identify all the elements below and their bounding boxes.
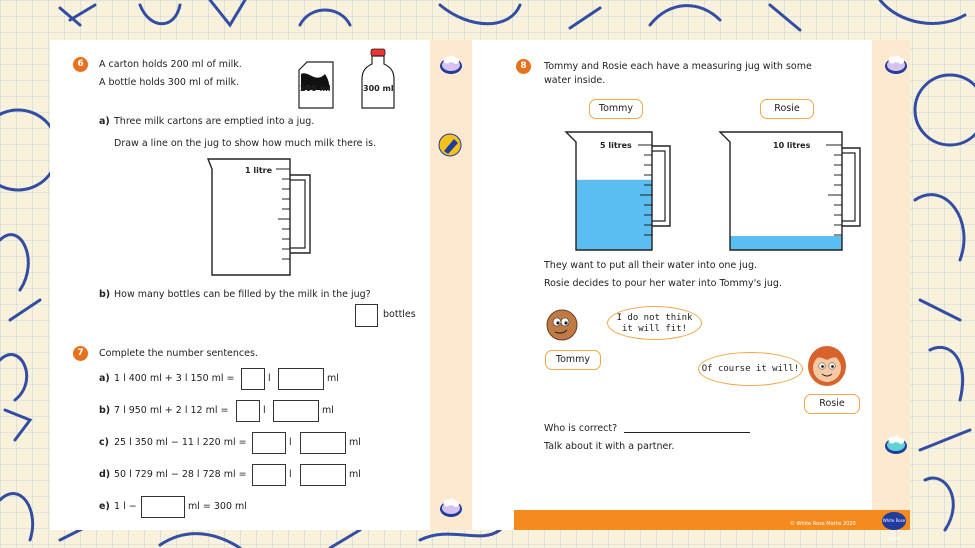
rosie-jug-label: 10 litres [773, 141, 811, 150]
q7-d-ml-box[interactable] [300, 464, 346, 486]
q8-text-2: Rosie decides to pour her water into Tommy's jug. [544, 278, 782, 289]
white-rose-maths-logo: White Rose Maths [882, 512, 906, 530]
q7-b-unit: ml [322, 405, 334, 416]
tommy-character-name-tag: Tommy [545, 350, 601, 370]
question-8-number: 8 [516, 59, 531, 74]
carton-label: 200 ml [300, 84, 331, 93]
milk-bottle-icon [359, 48, 397, 110]
q7-a-expr: 1 l 400 ml + 3 l 150 ml = [114, 373, 235, 384]
q7-e-label: e) [99, 501, 110, 512]
q7-b-expr: 7 l 950 ml + 2 l 12 ml = [114, 405, 229, 416]
question-7-number: 7 [73, 346, 88, 361]
q7-d-sep: l [289, 469, 292, 480]
question-6-number: 6 [73, 57, 88, 72]
q7-e-answer-box[interactable] [141, 496, 185, 518]
q7-d-label: d) [99, 469, 111, 480]
tommy-water-level [576, 180, 652, 250]
q7-a-label: a) [99, 373, 110, 384]
q8-line-2: water inside. [544, 75, 606, 86]
q7-a-unit: ml [327, 373, 339, 384]
discuss-bubbles-icon-teal [883, 434, 909, 456]
tommy-character-icon [545, 308, 579, 342]
bottles-unit: bottles [383, 309, 416, 320]
tommy-speech-line-1: I do not think [616, 313, 693, 323]
q7-b-label: b) [99, 405, 111, 416]
rosie-water-level [730, 236, 842, 250]
q7-a-ml-box[interactable] [278, 368, 324, 390]
right-worksheet-page [472, 40, 872, 530]
q7-d-litres-box[interactable] [252, 464, 286, 486]
q8-text-1: They want to put all their water into one jug. [544, 260, 758, 271]
footer-bar [514, 510, 910, 530]
q7-c-label: c) [99, 437, 109, 448]
rosie-character-name-tag: Rosie [804, 394, 860, 414]
q7-a-litres-box[interactable] [241, 368, 265, 390]
q7-d-expr: 50 l 729 ml − 28 l 728 ml = [114, 469, 247, 480]
tommy-speech-line-2: it will fit! [621, 324, 688, 334]
q7-c-unit: ml [349, 437, 361, 448]
q6-part-b-label: b) [99, 289, 111, 300]
q6-line-2: A bottle holds 300 ml of milk. [99, 77, 240, 88]
q7-d-unit: ml [349, 469, 361, 480]
q7-c-expr: 25 l 350 ml − 11 l 220 ml = [114, 437, 247, 448]
answer-line[interactable] [624, 432, 750, 433]
q7-e-suffix: ml = 300 ml [188, 501, 247, 512]
rosie-character-icon [806, 344, 848, 388]
q7-a-sep: l [268, 373, 271, 384]
discuss-bubbles-icon-right [883, 54, 909, 76]
q7-c-litres-box[interactable] [252, 432, 286, 454]
q6-part-a-label: a) [99, 116, 110, 127]
q7-e-prefix: 1 l − [114, 501, 137, 512]
q7-b-sep: l [263, 405, 266, 416]
q6-line-1: A carton holds 200 ml of milk. [99, 59, 242, 70]
q6-part-a-text: Three milk cartons are emptied into a jug. [114, 116, 315, 127]
rosie-speech-bubble: Of course it will! [698, 352, 803, 386]
tommy-jug-name-tag: Tommy [589, 99, 643, 119]
q6-part-b-text: How many bottles can be filled by the milk in the jug? [114, 289, 371, 300]
q8-line-1: Tommy and Rosie each have a measuring jug with some [544, 61, 812, 72]
pencil-draw-icon [438, 133, 464, 157]
footer-copyright: © White Rose Maths 2020 [790, 521, 856, 527]
jug-1-litre-label: 1 litre [245, 166, 273, 175]
q7-c-ml-box[interactable] [300, 432, 346, 454]
q6-part-a-instruction: Draw a line on the jug to show how much milk there is. [114, 138, 377, 149]
rosie-jug-name-tag: Rosie [760, 99, 814, 119]
bottles-answer-box[interactable] [355, 304, 378, 327]
q7-b-ml-box[interactable] [273, 400, 319, 422]
q7-b-litres-box[interactable] [236, 400, 260, 422]
discuss-bubbles-icon-bottom [438, 497, 464, 519]
q8-prompt: Talk about it with a partner. [544, 441, 675, 452]
q7-instruction: Complete the number sentences. [99, 348, 258, 359]
tommy-jug-label: 5 litres [600, 141, 632, 150]
bottle-label: 300 ml [363, 84, 394, 93]
tommy-speech-bubble [607, 306, 702, 340]
left-worksheet-page [50, 40, 430, 530]
q7-c-sep: l [289, 437, 292, 448]
left-margin-strip [430, 40, 472, 530]
q8-question: Who is correct? [544, 423, 618, 434]
discuss-bubbles-icon [438, 54, 464, 76]
